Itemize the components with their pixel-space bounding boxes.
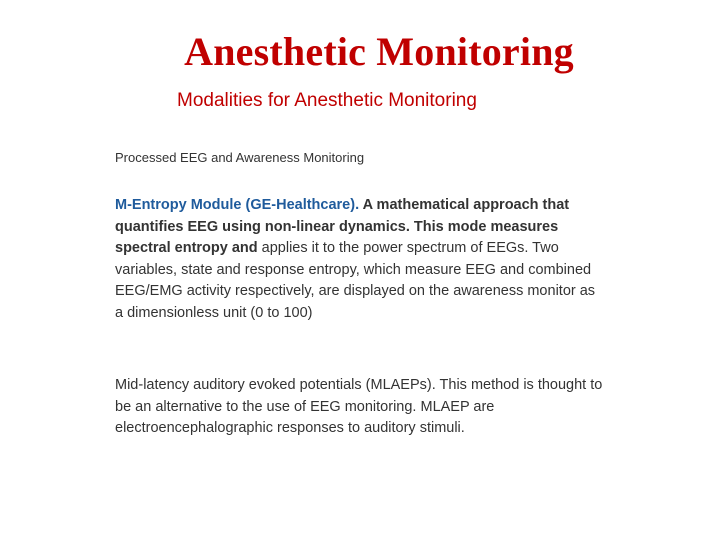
page-title: Anesthetic Monitoring bbox=[184, 29, 574, 74]
section-heading: Processed EEG and Awareness Monitoring bbox=[115, 150, 365, 165]
m-entropy-paragraph bbox=[115, 195, 605, 325]
page-subtitle: Modalities for Anesthetic Monitoring bbox=[177, 90, 477, 111]
mlaep-paragraph: Mid-latency auditory evoked potentials (MLAEPs). This method is thought to be an alternative to the use of EEG monitoring. MLAEP are electroencephalographic responses to auditory stimuli. bbox=[115, 377, 603, 437]
m-entropy-highlight: M-Entropy Module (GE-Healthcare). bbox=[115, 197, 360, 213]
m-entropy-body-text: applies it to the power spectrum of EEGs. Two variables, state and response entropy, which measure EEG and combined EEG/EMG activity respectively, are displayed on the awareness monitor as a dimensionless unit (0 to 100) bbox=[115, 240, 596, 321]
m-entropy-bold-text: A mathematical approach that quantifies EEG using non-linear dynamics. This mode measures spectral entropy and bbox=[115, 197, 570, 257]
